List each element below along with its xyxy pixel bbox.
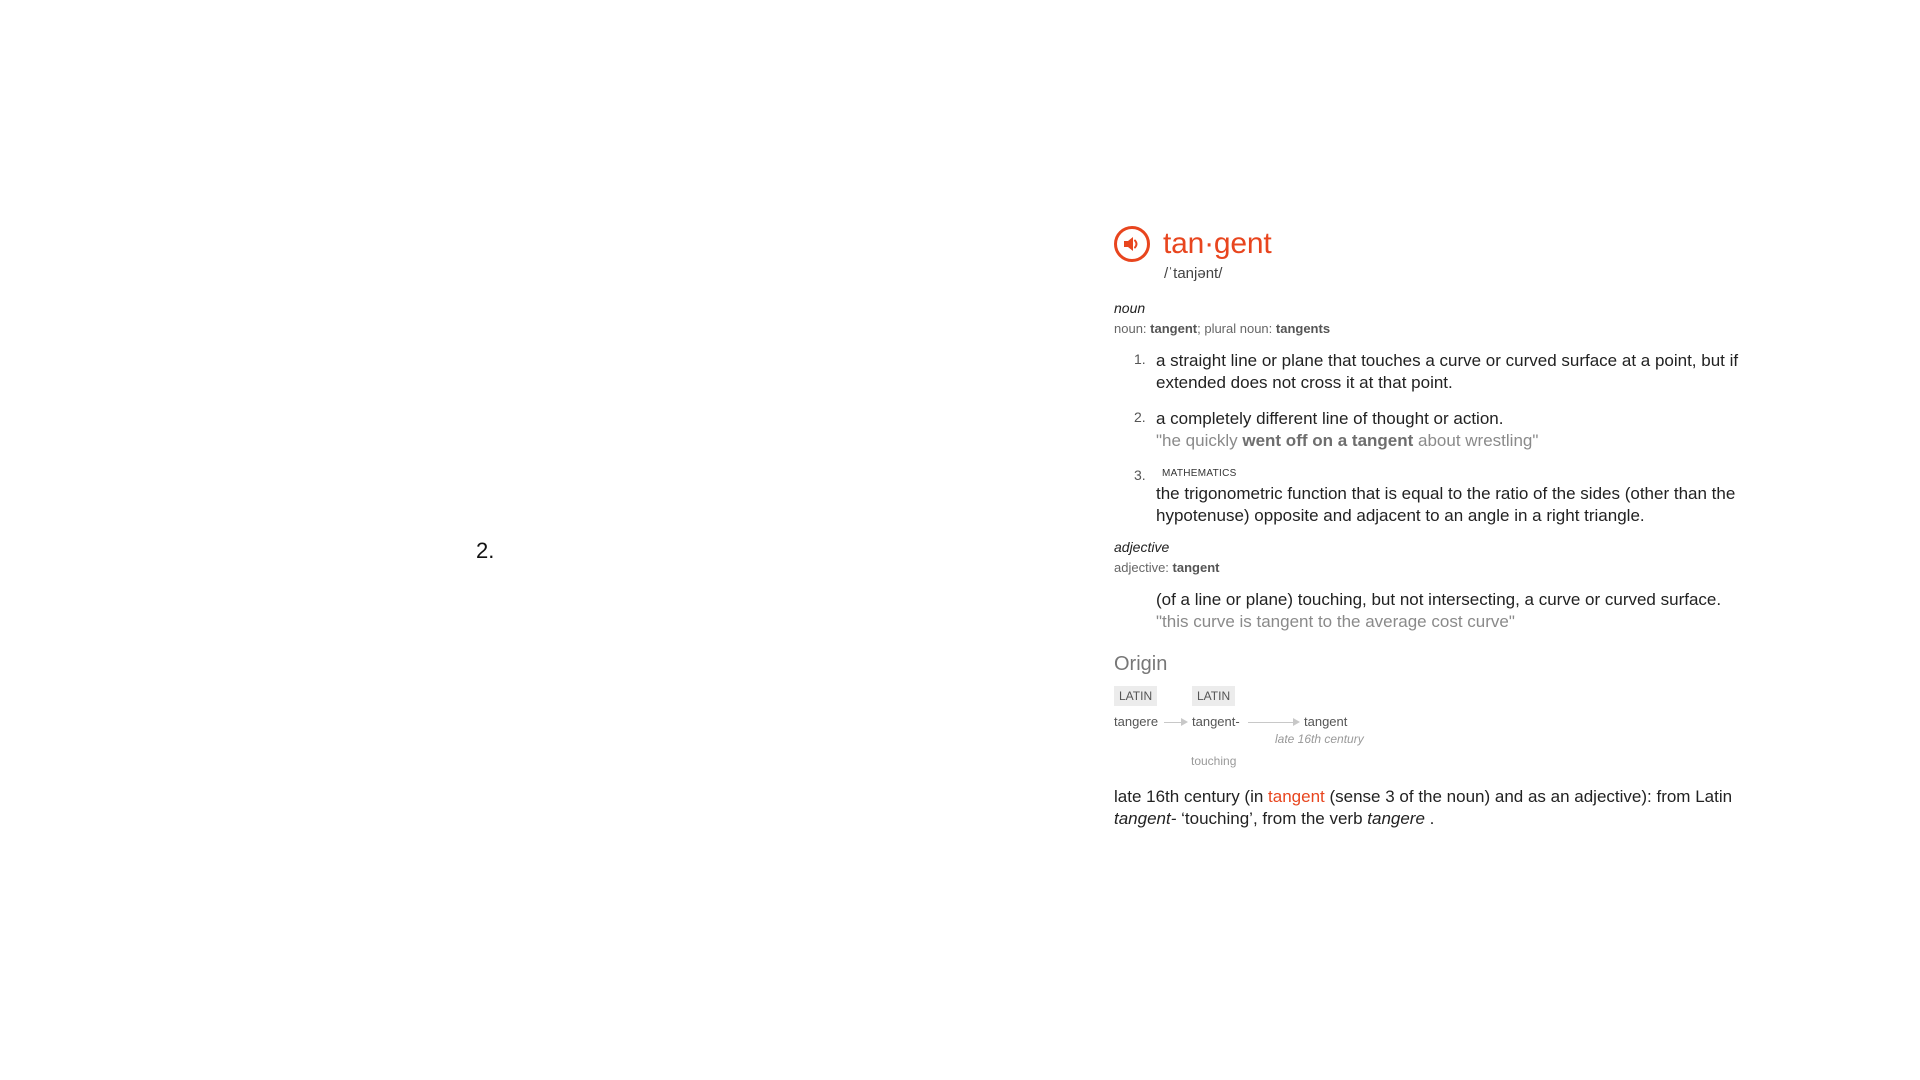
noun-sense-3 (1134, 466, 1754, 527)
etym-word: tangent (1304, 714, 1348, 729)
language-tag: LATIN (1192, 686, 1235, 706)
origin-text: late 16th century (in tangent (sense 3 of the noun) and as an adjective): from Latin tangent- ‘touching’, from the verb tangere . (1114, 787, 1733, 828)
etym-gloss: touching (1191, 754, 1237, 768)
etymology-diagram (1114, 686, 1754, 778)
noun-forms: noun: tangent; plural noun: tangents (1114, 321, 1331, 336)
audio-button[interactable] (1114, 226, 1150, 262)
arrow-icon (1164, 722, 1186, 723)
adjective-forms: adjective: tangent (1114, 560, 1220, 575)
sense-number: 1. (1134, 351, 1146, 367)
headword: tan·gent (1163, 227, 1272, 260)
etym-word: tangere (1114, 714, 1159, 729)
sense-definition: the trigonometric function that is equal to the ratio of the sides (other than the hypotenuse) opposite and adjacent to an angle in a right triangle. (1156, 484, 1736, 525)
origin-title: Origin (1114, 653, 1168, 675)
sense-definition: (of a line or plane) touching, but not intersecting, a curve or curved surface. (1156, 590, 1722, 609)
noun-sense-2 (1134, 408, 1754, 452)
speaker-icon (1122, 235, 1142, 253)
sense-number: 3. (1134, 467, 1146, 483)
sense-definition: a completely different line of thought or action. (1156, 409, 1504, 428)
adjective-sense (1156, 589, 1746, 633)
sense-example: "this curve is tangent to the average cost curve" (1156, 612, 1515, 631)
sense-definition: a straight line or plane that touches a curve or curved surface at a point, but if extended does not cross it at that point. (1156, 351, 1739, 392)
sense-example: "he quickly went off on a tangent about wrestling" (1156, 431, 1539, 450)
origin-link[interactable]: tangent (1268, 787, 1325, 806)
etym-word: tangent- (1192, 714, 1240, 729)
arrow-icon (1248, 722, 1298, 723)
etym-date: late 16th century (1275, 732, 1364, 746)
pos-adjective: adjective (1114, 539, 1170, 555)
sense-number: 2. (1134, 409, 1146, 425)
phonetic: /ˈtanjənt/ (1164, 265, 1223, 282)
dictionary-card (1114, 226, 1754, 830)
noun-sense-1 (1134, 350, 1754, 394)
domain-label: MATHEMATICS (1162, 468, 1237, 479)
pos-noun: noun (1114, 300, 1146, 316)
slide-number: 2. (476, 538, 495, 563)
headword-row (1114, 226, 1754, 262)
language-tag: LATIN (1114, 686, 1157, 706)
